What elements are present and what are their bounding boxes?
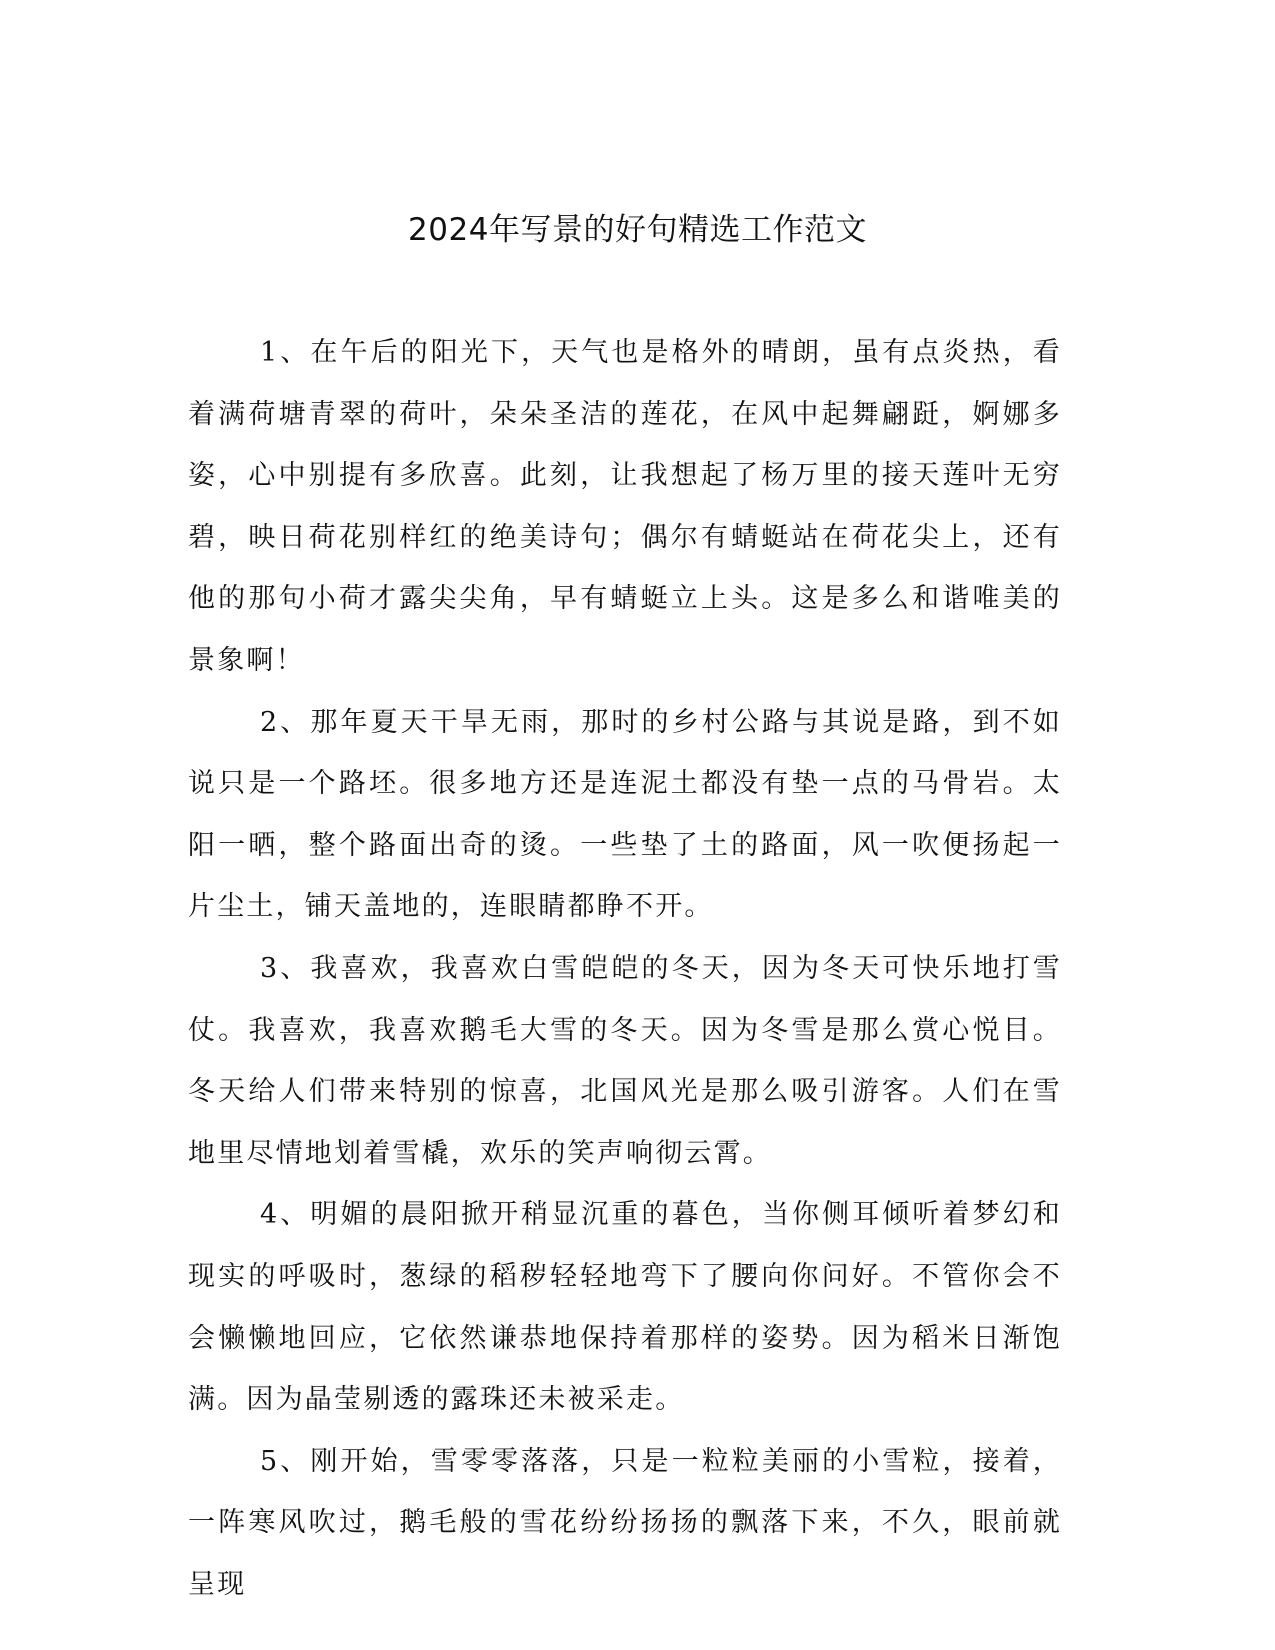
- paragraph-4: 4、明媚的晨阳掀开稍显沉重的暮色，当你侧耳倾听着梦幻和现实的呼吸时，葱绿的稻秽轻轻地弯下了腰向你问好。不管你会不会懒懒地回应，它依然谦恭地保持着那样的姿势。因为稻米日渐饱满。因为晶莹剔透的露珠还未被采走。: [188, 1199, 1062, 1416]
- paragraph-3: 3、我喜欢，我喜欢白雪皑皑的冬天，因为冬天可快乐地打雪仗。我喜欢，我喜欢鹅毛大雪的冬天。因为冬雪是那么赏心悦目。冬天给人们带来特别的惊喜，北国风光是那么吸引游客。人们在雪地里尽情地划着雪橇，欢乐的笑声响彻云霄。: [188, 952, 1062, 1169]
- document-title: 2024年写景的好句精选工作范文: [408, 212, 867, 248]
- document-body: [188, 322, 1062, 1615]
- paragraph-5: 5、刚开始，雪零零落落，只是一粒粒美丽的小雪粒，接着，一阵寒风吹过，鹅毛般的雪花纷纷扬扬的飘落下来，不久，眼前就呈现: [188, 1445, 1062, 1600]
- paragraph-1: 1、在午后的阳光下，天气也是格外的晴朗，虽有点炎热，看着满荷塘青翠的荷叶，朵朵圣洁的莲花，在风中起舞翩跹，婀娜多姿，心中别提有多欣喜。此刻，让我想起了杨万里的接天莲叶无穷碧，映日荷花别样红的绝美诗句；偶尔有蜻蜓站在荷花尖上，还有他的那句小荷才露尖尖角，早有蜻蜓立上头。这是多么和谐唯美的景象啊！: [188, 337, 1062, 676]
- paragraph-2: 2、那年夏天干旱无雨，那时的乡村公路与其说是路，到不如说只是一个路坯。很多地方还是连泥土都没有垫一点的马骨岩。太阳一晒，整个路面出奇的烫。一些垫了土的路面，风一吹便扬起一片尘土，铺天盖地的，连眼睛都睁不开。: [188, 706, 1062, 923]
